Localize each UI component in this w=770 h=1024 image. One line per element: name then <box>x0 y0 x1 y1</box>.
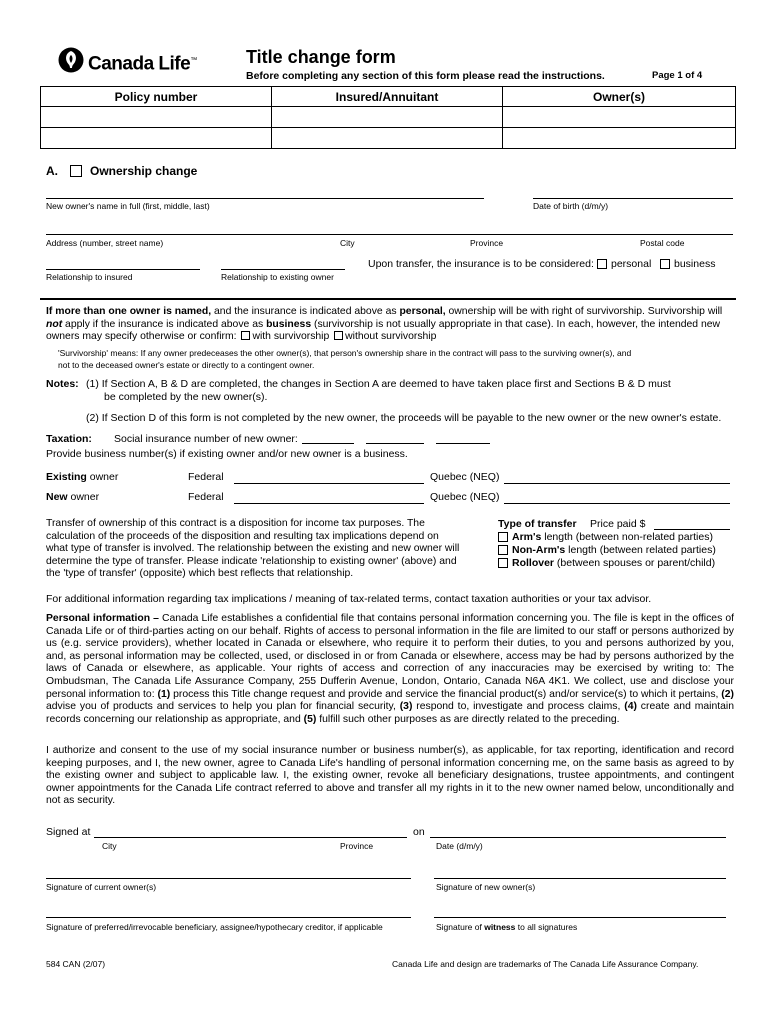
survivorship-text-2: ownership will be with right of survivorship. Survivorship will <box>445 306 723 317</box>
pi-text-4: create and maintain records concerning our relationship as appropriate, and <box>46 701 734 725</box>
existing-owner-label <box>46 471 118 483</box>
pi-num-3: (3) <box>399 701 413 713</box>
price-paid-field[interactable] <box>654 529 730 530</box>
brand-text: Canada Life <box>88 53 191 75</box>
new-owner-name-line[interactable] <box>46 198 484 199</box>
relationship-owner-line[interactable] <box>221 269 345 270</box>
signed-at-label: Signed at <box>46 826 91 838</box>
table-row <box>41 107 736 128</box>
survivorship-definition-1: 'Survivorship' means: If any owner predeceases the other owner(s), that person's ownership share in the contract will pass to the surviving owner(s), and <box>58 348 632 358</box>
sin-field-3[interactable] <box>436 443 490 444</box>
personal-info-paragraph <box>46 613 734 726</box>
relationship-insured-label: Relationship to insured <box>46 272 133 282</box>
note-1a: (1) If Section A, B & D are completed, the changes in Section A are deemed to have taken place first and Sections B & D must <box>86 378 671 390</box>
new-owner-name-label: New owner's name in full (first, middle, last) <box>46 201 210 211</box>
business-checkbox[interactable] <box>660 259 670 269</box>
dob-label: Date of birth (d/m/y) <box>533 201 609 211</box>
existing-rest: owner <box>86 471 119 483</box>
type-of-transfer-label: Type of transfer <box>498 518 577 530</box>
signed-city-label: City <box>102 841 117 851</box>
survivorship-personal: personal, <box>399 306 446 317</box>
survivorship-text-3: apply if the insurance is indicated above as <box>62 318 267 330</box>
new-owner-signature-line[interactable] <box>434 878 726 879</box>
consent-paragraph: I authorize and consent to the use of my social insurance number or business number(s), as applicable, for tax reporting, identification and record keeping purposes, and I, the new owner, agree to Canada Life's handling of personal information concerning me, on the same basis as agreed to by the existing owner and subject to applicable law. I, the existing owner, revoke all beneficiary designations, trustee appointments, and contingent owner appointments for the Canada Life contract referred to above and transfer all my rights in it to the new owner named below, unconditionally and not as security. <box>46 745 734 807</box>
arms-length-checkbox[interactable] <box>498 532 508 542</box>
existing-federal-field[interactable] <box>234 483 424 484</box>
pi-num-4: (4) <box>624 701 637 713</box>
personal-info-title: Personal information – <box>46 613 159 624</box>
note-2: (2) If Section D of this form is not completed by the new owner, the proceeds will be payable to the new owner or the new owner's estate. <box>86 412 722 424</box>
price-paid-label: Price paid $ <box>590 518 646 530</box>
insured-cell-1[interactable] <box>272 107 503 128</box>
survivorship-text-4: (survivorship is not usually appropriate in that case). In each, however, the intended new owners may specify otherwise or confirm: <box>46 318 721 343</box>
with-survivorship-label: with survivorship <box>252 331 330 343</box>
pi-text-2: advise you of products and services to help you plan for financial security, <box>46 701 400 713</box>
pi-num-5: (5) <box>303 713 317 725</box>
additional-info: For additional information regarding tax implications / meaning of tax-related terms, contact taxation authorities or your tax advisor. <box>46 593 652 605</box>
witness-a: Signature of <box>436 922 485 932</box>
new-federal-label: Federal <box>188 491 224 503</box>
new-quebec-field[interactable] <box>504 503 730 504</box>
existing-federal-label: Federal <box>188 471 224 483</box>
existing-quebec-label: Quebec (NEQ) <box>430 471 500 483</box>
ownership-change-checkbox[interactable] <box>70 165 82 177</box>
nonarms-bold: Non-Arm's <box>512 544 566 556</box>
notes-label: Notes: <box>46 378 79 390</box>
new-rest: owner <box>67 491 100 503</box>
transfer-paragraph: Transfer of ownership of this contract is a disposition for income tax purposes. The calculation of the proceeds of the disposition and resulting tax implications depend on what type of transfer is involved. The relationship between the existing and new owner will determine the type of transfer. Please indicate 'relationship to existing owner' (above) and the 'type of transfer' (opposite) which best reflects that relationship. <box>46 518 460 580</box>
table-row <box>41 128 736 149</box>
arms-rest: length (between non-related parties) <box>541 531 713 543</box>
sin-field-1[interactable] <box>302 443 354 444</box>
form-code: 584 CAN (2/07) <box>46 959 106 969</box>
owner-cell-1[interactable] <box>503 107 736 128</box>
current-owner-signature-label: Signature of current owner(s) <box>46 882 157 892</box>
new-owner-label <box>46 491 99 503</box>
arms-bold: Arm's <box>512 531 542 543</box>
non-arms-length-label <box>512 544 716 556</box>
province-label: Province <box>470 238 504 248</box>
business-label: business <box>674 258 716 270</box>
policy-table <box>40 86 736 149</box>
address-line[interactable] <box>46 234 733 235</box>
sin-field-2[interactable] <box>366 443 424 444</box>
signed-date-label: Date (d/m/y) <box>436 841 483 851</box>
owner-cell-2[interactable] <box>503 128 736 149</box>
existing-bold: Existing <box>46 471 87 483</box>
section-divider <box>40 298 736 300</box>
policy-number-header: Policy number <box>41 87 272 107</box>
pi-text-1: process this Title change request and provide and service the financial product(s) and/or service(s) to which it pertains, <box>170 688 722 700</box>
rollover-rest: (between spouses or parent/child) <box>554 557 716 569</box>
transfer-question: Upon transfer, the insurance is to be considered: <box>368 258 594 270</box>
personal-info-body: Canada Life establishes a confidential file that contains personal information concerning you. The file is kept in the offices of Canada Life or of third-parties acting on our behalf. Rights of access to personal information in the file are limited to our staff or persons authorized by us (e.g. service providers), whether located in Canada or elsewhere, who require it to perform their duties, to you and persons authorized by you, and, as personal information may be collected, used, or disclosed in or from Canada or elsewhere, access may be had by persons authorized by the laws of Canada or elsewhere, as applicable. Your rights of access and correction of any inaccuracies may be exercised by writing to: The Ombudsman, The Canada Life Assurance Company, 255 Dufferin Avenue, London, Ontario, Canada N6A 4K1. We collect, use and disclose your personal information to: <box>46 613 734 700</box>
new-federal-field[interactable] <box>234 503 424 504</box>
beneficiary-signature-line[interactable] <box>46 917 411 918</box>
without-survivorship-label: without survivorship <box>345 331 437 343</box>
canada-life-logo <box>58 47 84 73</box>
postal-code-label: Postal code <box>640 238 685 248</box>
signed-province-label: Province <box>340 841 374 851</box>
survivorship-business: business <box>266 318 312 330</box>
beneficiary-signature-label: Signature of preferred/irrevocable beneficiary, assignee/hypothecary creditor, if applicable <box>46 922 383 932</box>
signed-at-field[interactable] <box>94 837 407 838</box>
witness-signature-label <box>436 922 577 933</box>
current-owner-signature-line[interactable] <box>46 878 411 879</box>
survivorship-definition-2: not to the deceased owner's estate or directly to a contingent owner. <box>58 360 315 370</box>
pi-num-1: (1) <box>157 688 171 700</box>
witness-signature-line[interactable] <box>434 917 726 918</box>
existing-quebec-field[interactable] <box>504 483 730 484</box>
city-label: City <box>340 238 355 248</box>
personal-checkbox[interactable] <box>597 259 607 269</box>
rollover-label <box>512 557 715 569</box>
owners-header: Owner(s) <box>503 87 736 107</box>
form-instruction: Before completing any section of this form please read the instructions. <box>246 70 605 82</box>
policy-table-header-row <box>41 87 736 107</box>
note-1b: be completed by the new owner(s). <box>104 391 268 403</box>
rollover-bold: Rollover <box>512 557 555 569</box>
new-bold: New <box>46 491 68 503</box>
personal-label: personal <box>611 258 652 270</box>
canada-life-logo-icon <box>58 47 84 73</box>
section-a-letter: A. <box>46 164 58 178</box>
witness-c: to all signatures <box>515 922 578 932</box>
relationship-owner-label: Relationship to existing owner <box>221 272 334 282</box>
nonarms-rest: length (between related parties) <box>565 544 716 556</box>
trademark-symbol: ™ <box>190 57 197 64</box>
insured-annuitant-header: Insured/Annuitant <box>272 87 503 107</box>
taxation-label: Taxation: <box>46 433 92 445</box>
non-arms-length-checkbox[interactable] <box>498 545 508 555</box>
pi-text-5: fulfill such other purposes as are directly related to the preceding. <box>316 713 620 725</box>
witness-bold: witness <box>484 922 516 932</box>
brand-name <box>88 50 197 75</box>
pi-text-3: respond to, investigate and process claims, <box>412 701 625 713</box>
insured-cell-2[interactable] <box>272 128 503 149</box>
address-label: Address (number, street name) <box>46 238 164 248</box>
new-quebec-label: Quebec (NEQ) <box>430 491 500 503</box>
relationship-insured-line[interactable] <box>46 269 200 270</box>
new-owner-signature-label: Signature of new owner(s) <box>436 882 536 892</box>
survivorship-not: not <box>46 318 63 330</box>
survivorship-paragraph <box>46 306 734 344</box>
business-number-instruction: Provide business number(s) if existing owner and/or new owner is a business. <box>46 448 408 460</box>
without-survivorship-checkbox[interactable] <box>334 331 343 340</box>
signed-on-date-field[interactable] <box>430 837 726 838</box>
survivorship-lead: If more than one owner is named, <box>46 306 212 317</box>
policy-number-cell-2[interactable] <box>41 128 272 149</box>
pi-num-2: (2) <box>721 688 734 700</box>
arms-length-label <box>512 531 713 543</box>
rollover-checkbox[interactable] <box>498 558 508 568</box>
section-a-title: Ownership change <box>90 164 198 178</box>
page-indicator: Page 1 of 4 <box>652 70 703 81</box>
sin-label: Social insurance number of new owner: <box>114 433 298 445</box>
on-label: on <box>413 826 425 838</box>
survivorship-text-1: and the insurance is indicated above as <box>211 306 400 317</box>
form-title: Title change form <box>246 47 396 67</box>
trademark-notice: Canada Life and design are trademarks of The Canada Life Assurance Company. <box>392 959 699 969</box>
policy-number-cell-1[interactable] <box>41 107 272 128</box>
with-survivorship-checkbox[interactable] <box>241 331 250 340</box>
dob-line[interactable] <box>533 198 733 199</box>
